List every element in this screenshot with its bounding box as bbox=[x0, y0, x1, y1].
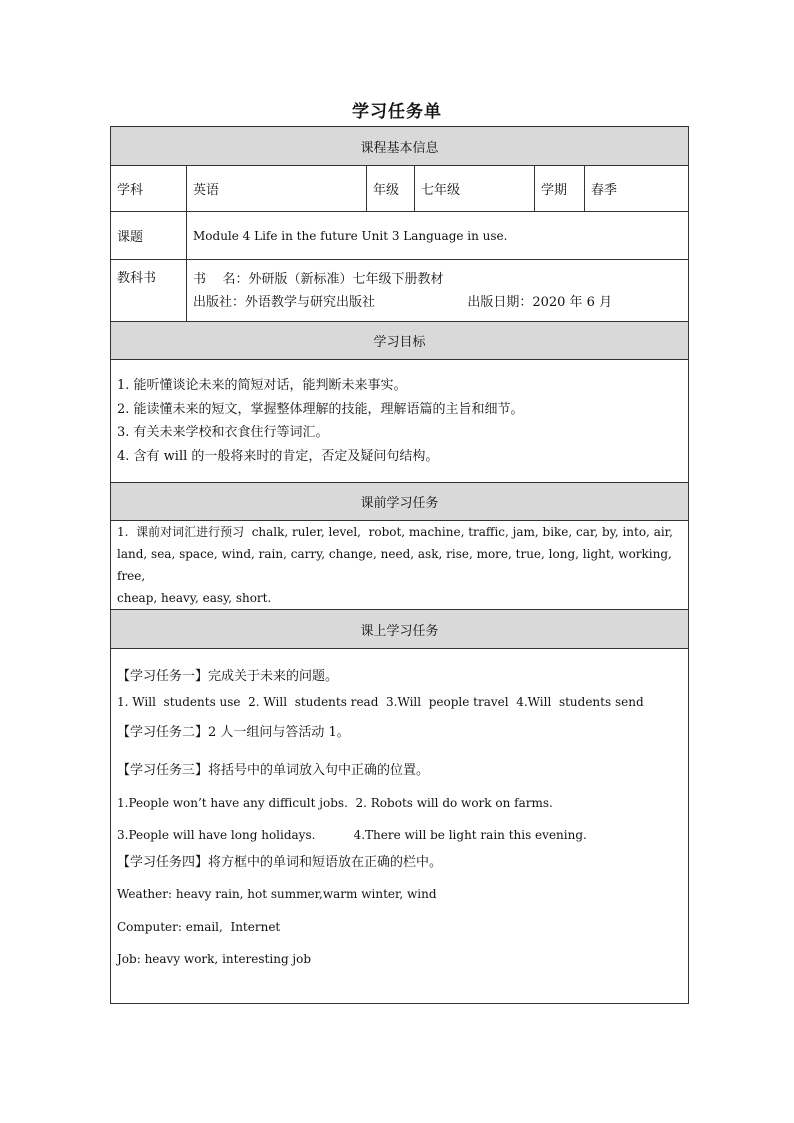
in-class-header: 课上学习任务 bbox=[111, 610, 689, 649]
page-title: 学习任务单 bbox=[352, 102, 442, 122]
publisher-line: 出版社：外语教学与研究出版社 bbox=[193, 294, 376, 310]
topic-value: Module 4 Life in the future Unit 3 Language in use. bbox=[187, 212, 689, 260]
task4-title: 【学习任务四】将方框中的单词和短语放在正确的栏中。 bbox=[117, 855, 443, 870]
subject-value: 英语 bbox=[187, 166, 367, 212]
subject-label: 学科 bbox=[111, 166, 187, 212]
task2-title: 【学习任务二】2 人一组问与答活动 1。 bbox=[117, 725, 350, 740]
task3-title: 【学习任务三】将括号中的单词放入句中正确的位置。 bbox=[117, 763, 430, 778]
term-label: 学期 bbox=[535, 166, 585, 212]
grade-label: 年级 bbox=[367, 166, 415, 212]
weather-line: Weather: heavy rain, hot summer,warm winter, wind bbox=[117, 887, 437, 901]
pre-class-header: 课前学习任务 bbox=[111, 483, 689, 521]
task1-content: 1. Will students use 2. Will students read 3.Will people travel 4.Will students send bbox=[117, 695, 644, 709]
vocab-line: land, sea, space, wind, rain, carry, change, need, ask, rise, more, true, long, light, working, free, bbox=[117, 547, 672, 583]
job-line: Job: heavy work, interesting job bbox=[117, 952, 312, 966]
task1-title: 【学习任务一】完成关于未来的问题。 bbox=[117, 669, 339, 684]
textbook-info bbox=[187, 260, 689, 322]
grade-value: 七年级 bbox=[415, 166, 535, 212]
topic-label: 课题 bbox=[111, 212, 187, 260]
term-value: 春季 bbox=[585, 166, 689, 212]
objective-item: 4. 含有 will 的一般将来时的肯定，否定及疑问句结构。 bbox=[117, 448, 439, 464]
book-name-line: 书 名：外研版（新标准）七年级下册教材 bbox=[193, 271, 444, 287]
objectives-header: 学习目标 bbox=[111, 322, 689, 360]
objectives-list bbox=[111, 360, 689, 483]
vocab-line: cheap, heavy, easy, short. bbox=[117, 591, 272, 605]
objective-item: 2. 能读懂未来的短文，掌握整体理解的技能，理解语篇的主旨和细节。 bbox=[117, 401, 524, 417]
task-sheet-table bbox=[110, 126, 689, 1004]
objective-item: 3. 有关未来学校和衣食住行等词汇。 bbox=[117, 425, 329, 440]
vocab-line: 1. 课前对词汇进行预习 chalk, ruler, level, robot, machine, traffic, jam, bike, car, by, into, air, bbox=[117, 525, 673, 539]
in-class-content bbox=[111, 649, 689, 1004]
publisher-row bbox=[193, 291, 682, 314]
task3-line: 1.People won’t have any difficult jobs. 2. Robots will do work on farms. bbox=[117, 796, 553, 810]
textbook-label: 教科书 bbox=[111, 260, 187, 322]
computer-line: Computer: email, Internet bbox=[117, 920, 281, 934]
task3-line: 3.People will have long holidays. 4.There will be light rain this evening. bbox=[117, 828, 587, 842]
pre-class-content bbox=[111, 521, 689, 610]
basic-info-header: 课程基本信息 bbox=[111, 127, 689, 166]
publish-date-line: 出版日期：2020 年 6 月 bbox=[467, 294, 613, 310]
objective-item: 1. 能听懂谈论未来的简短对话，能判断未来事实。 bbox=[117, 378, 407, 393]
